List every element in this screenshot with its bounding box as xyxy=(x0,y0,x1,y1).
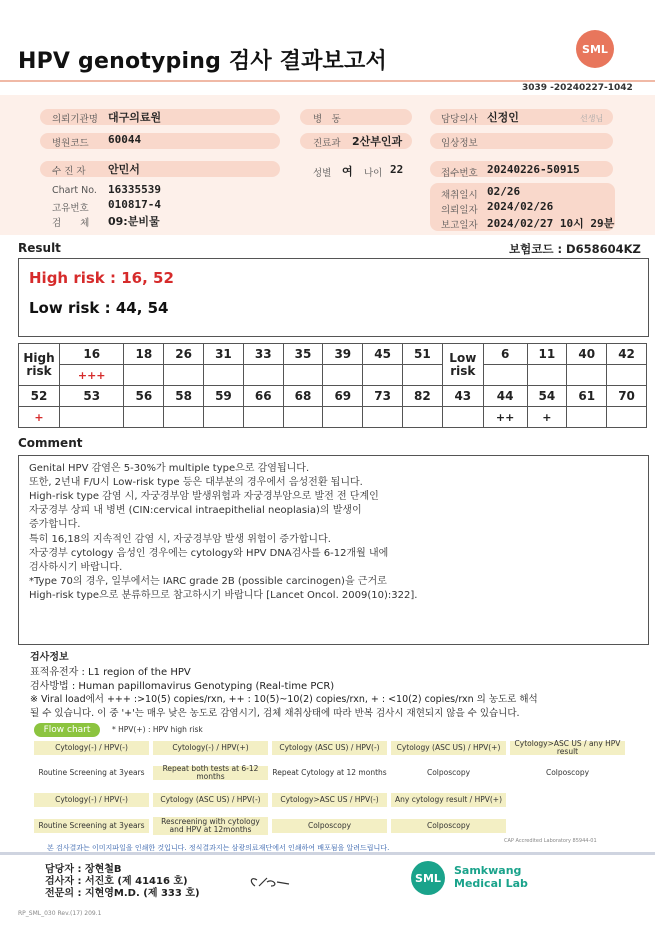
genotype-cell: 66 xyxy=(243,386,283,407)
clinical-label: 임상정보 xyxy=(441,138,478,149)
table-row xyxy=(19,386,647,407)
result-mark xyxy=(483,365,527,386)
cap-accreditation: CAP Accredited Laboratory 85944-01 xyxy=(504,838,597,844)
lab-name xyxy=(454,864,528,890)
sex-label: 성별 xyxy=(313,168,332,179)
genotype-cell: 26 xyxy=(164,344,204,365)
genotype-cell: 59 xyxy=(204,386,244,407)
signature-image xyxy=(245,872,295,894)
genotype-cell: 35 xyxy=(283,344,323,365)
dept-label: 진료과 xyxy=(313,138,341,149)
lab-name-line-1: Samkwang xyxy=(454,864,522,877)
result-mark: +++ xyxy=(60,365,124,386)
specimen-value: 09:분비물 xyxy=(108,215,160,228)
genotype-cell: 53 xyxy=(60,386,124,407)
header-divider xyxy=(0,80,655,82)
result-mark xyxy=(442,407,483,428)
receipt-value: 20240226-50915 xyxy=(487,163,580,176)
genotype-cell: 6 xyxy=(483,344,527,365)
form-number: RP_SML_030 Rev.(17) 209.1 xyxy=(18,910,102,917)
doc-number: 3039 -20240227-1042 xyxy=(522,83,633,93)
patient-info-panel xyxy=(0,95,655,235)
flow-outcome: Repeat Cytology at 12 months xyxy=(272,768,387,777)
result-mark xyxy=(607,407,647,428)
result-mark xyxy=(204,407,244,428)
genotype-cell: 54 xyxy=(527,386,567,407)
comment-box xyxy=(18,455,649,645)
handler: 담당자 : 장현철B xyxy=(45,864,122,875)
low-risk-header: Low risk xyxy=(442,344,483,386)
flow-outcome: Colposcopy xyxy=(426,768,471,777)
flow-step: Cytology (ASC US) / HPV(-) xyxy=(153,793,268,807)
insurance-code: 보험코드 : D658604KZ xyxy=(509,242,641,256)
specialist: 전문의 : 지현영M.D. (제 333 호) xyxy=(45,888,200,899)
request-label: 의뢰일자 xyxy=(441,205,478,216)
svg-text:SML: SML xyxy=(415,872,441,885)
doctor-suffix: 선생님 xyxy=(580,114,604,123)
flow-outcome: Colposcopy xyxy=(391,819,506,833)
result-heading: Result xyxy=(18,241,61,255)
genotype-cell: 40 xyxy=(567,344,607,365)
result-mark xyxy=(323,407,363,428)
high-risk-summary: High risk : 16, 52 xyxy=(29,269,174,287)
genotype-cell: 43 xyxy=(442,386,483,407)
comment-line: *Type 70의 경우, 일부에서는 IARC grade 2B (possible carcinogen)을 근거로 xyxy=(29,576,387,587)
genotype-cell: 45 xyxy=(363,344,403,365)
risk-summary-box xyxy=(18,258,649,337)
result-mark xyxy=(204,365,244,386)
genotype-cell: 82 xyxy=(403,386,443,407)
genotype-cell: 58 xyxy=(164,386,204,407)
comment-line: 자궁경부 상피 내 병변 (CIN:cervical intraepithelial neoplasia)의 발생이 xyxy=(29,505,362,516)
genotype-cell: 16 xyxy=(60,344,124,365)
flow-outcome: Routine Screening at 3years xyxy=(38,768,145,777)
chart-value: 16335539 xyxy=(108,183,161,196)
examiner: 검사자 : 서진호 (제 41416 호) xyxy=(45,876,188,887)
genotype-cell: 44 xyxy=(483,386,527,407)
flow-legend: * HPV(+) : HPV high risk xyxy=(112,725,203,734)
result-mark xyxy=(567,407,607,428)
comment-line: Genital HPV 감염은 5-30%가 multiple type으로 감염됩니다. xyxy=(29,463,310,474)
institution-value: 대구의료원 xyxy=(108,111,162,124)
result-mark xyxy=(363,365,403,386)
testinfo-heading: 검사정보 xyxy=(30,652,69,663)
high-risk-header: High risk xyxy=(19,344,60,386)
collect-value: 02/26 xyxy=(487,185,521,198)
flow-outcome: Repeat both tests at 6-12 months xyxy=(153,766,268,780)
flow-chart-tag: Flow chart xyxy=(34,723,100,737)
flow-step: Cytology>ASC US / HPV(-) xyxy=(272,793,387,807)
report-value: 2024/02/27 10시 29분 xyxy=(487,217,615,230)
flow-step: Cytology (ASC US) / HPV(+) xyxy=(391,741,506,755)
genotype-cell: 52 xyxy=(19,386,60,407)
flow-outcome: Routine Screening at 3years xyxy=(34,819,149,833)
result-mark xyxy=(60,407,124,428)
result-mark xyxy=(164,365,204,386)
genotype-cell: 18 xyxy=(124,344,164,365)
comment-line: 검사하시기 바랍니다. xyxy=(29,562,123,573)
genotype-cell: 31 xyxy=(204,344,244,365)
table-row xyxy=(19,344,647,365)
genotype-cell: 73 xyxy=(363,386,403,407)
flow-step: Cytology (ASC US) / HPV(-) xyxy=(272,741,387,755)
testinfo-target: 표적유전자 : L1 region of the HPV xyxy=(30,667,191,678)
flow-step: Cytology(-) / HPV(-) xyxy=(34,793,149,807)
genotype-cell: 51 xyxy=(403,344,443,365)
request-value: 2024/02/26 xyxy=(487,200,554,213)
flow-outcome: Rescreening with cytology and HPV at 12months xyxy=(153,817,268,835)
result-mark xyxy=(283,365,323,386)
genotype-cell: 70 xyxy=(607,386,647,407)
testinfo-method: 검사방법 : Human papillomavirus Genotyping (Real-time PCR) xyxy=(30,681,335,692)
genotype-cell: 11 xyxy=(527,344,567,365)
genotype-cell: 39 xyxy=(323,344,363,365)
flow-outcome: Colposcopy xyxy=(545,768,590,777)
lab-name-line-2: Medical Lab xyxy=(454,877,528,890)
result-mark: ++ xyxy=(483,407,527,428)
collect-label: 채취일시 xyxy=(441,190,478,201)
result-mark xyxy=(403,407,443,428)
table-row xyxy=(19,407,647,428)
sml-logo: SML xyxy=(576,30,614,68)
age-value: 22 xyxy=(390,163,404,176)
genotype-table xyxy=(18,343,647,428)
testinfo-note-1: ※ Viral load에서 +++ :>10(5) copies/rxn, ++ : 10(5)~10(2) copies/rxn, + : <10(2) copies/rxn 의 농도로 해석 xyxy=(30,694,538,705)
result-mark xyxy=(527,365,567,386)
hospital-code-value: 60044 xyxy=(108,133,142,146)
unique-label: 고유번호 xyxy=(52,203,89,214)
examinee-label: 수 진 자 xyxy=(52,166,86,177)
comment-line: 특히 16,18의 지속적인 감염 시, 자궁경부암 발생 위험이 증가합니다. xyxy=(29,534,331,545)
result-mark xyxy=(567,365,607,386)
result-mark xyxy=(363,407,403,428)
result-mark: + xyxy=(527,407,567,428)
genotype-cell: 56 xyxy=(124,386,164,407)
result-mark xyxy=(124,407,164,428)
dept-value: 2산부인과 xyxy=(352,135,403,148)
genotype-cell: 69 xyxy=(323,386,363,407)
flow-step: Cytology>ASC US / any HPV result xyxy=(510,741,625,755)
sml-lab-logo-icon xyxy=(408,858,448,898)
result-mark xyxy=(323,365,363,386)
comment-heading: Comment xyxy=(18,436,83,450)
low-risk-summary: Low risk : 44, 54 xyxy=(29,299,169,317)
receipt-label: 접수번호 xyxy=(441,168,478,179)
unique-value: 010817-4 xyxy=(108,198,161,211)
result-mark xyxy=(124,365,164,386)
hospital-code-label: 병원코드 xyxy=(52,138,89,149)
footer-divider xyxy=(0,852,655,855)
sex-value: 여 xyxy=(342,165,353,178)
report-title: HPV genotyping 검사 결과보고서 xyxy=(18,49,387,74)
comment-line: 자궁경부 cytology 음성인 경우에는 cytology와 HPV DNA검사를 6-12개월 내에 xyxy=(29,548,389,559)
table-row xyxy=(19,365,647,386)
ward-label: 병 동 xyxy=(313,114,341,125)
examinee-value: 안민서 xyxy=(108,163,140,176)
result-mark xyxy=(283,407,323,428)
genotype-cell: 42 xyxy=(607,344,647,365)
doctor-value: 신정인 xyxy=(487,111,519,124)
chart-label: Chart No. xyxy=(52,185,97,196)
comment-line: High-risk type 감염 시, 자궁경부암 발생위험과 자궁경부암으로 발전 전 단계인 xyxy=(29,491,379,502)
flow-step: Any cytology result / HPV(+) xyxy=(391,793,506,807)
report-label: 보고일자 xyxy=(441,220,478,231)
flow-outcome: Colposcopy xyxy=(272,819,387,833)
flow-step: Cytology(-) / HPV(+) xyxy=(153,741,268,755)
result-mark xyxy=(403,365,443,386)
comment-line: 또한, 2년내 F/U시 Low-risk type 등은 대부분의 경우에서 음성전환 됩니다. xyxy=(29,477,363,488)
genotype-cell: 33 xyxy=(243,344,283,365)
result-mark xyxy=(243,365,283,386)
comment-line: High-risk type으로 분류하므로 참고하시기 바랍니다 [Lancet Oncol. 2009(10):322]. xyxy=(29,590,418,601)
genotype-cell: 68 xyxy=(283,386,323,407)
fineprint: 본 검사결과는 이미지파일을 인쇄한 것입니다. 정식결과지는 삼광의료재단에서 인쇄하여 배포됨을 알려드립니다. xyxy=(47,844,390,852)
doctor-label: 담당의사 xyxy=(441,114,478,125)
result-mark: + xyxy=(19,407,60,428)
result-mark xyxy=(607,365,647,386)
institution-label: 의뢰기관명 xyxy=(52,114,98,125)
result-mark xyxy=(164,407,204,428)
comment-line: 증가합니다. xyxy=(29,519,81,530)
genotype-cell: 61 xyxy=(567,386,607,407)
age-label: 나이 xyxy=(364,168,383,179)
result-mark xyxy=(243,407,283,428)
flow-step: Cytology(-) / HPV(-) xyxy=(34,741,149,755)
testinfo-note-2: 될 수 있습니다. 이 중 '+'는 매우 낮은 농도로 감염시기, 검체 채취상태에 따라 반복 검사시 재현되지 않을 수 있습니다. xyxy=(30,708,520,719)
specimen-label: 검 체 xyxy=(52,218,90,229)
